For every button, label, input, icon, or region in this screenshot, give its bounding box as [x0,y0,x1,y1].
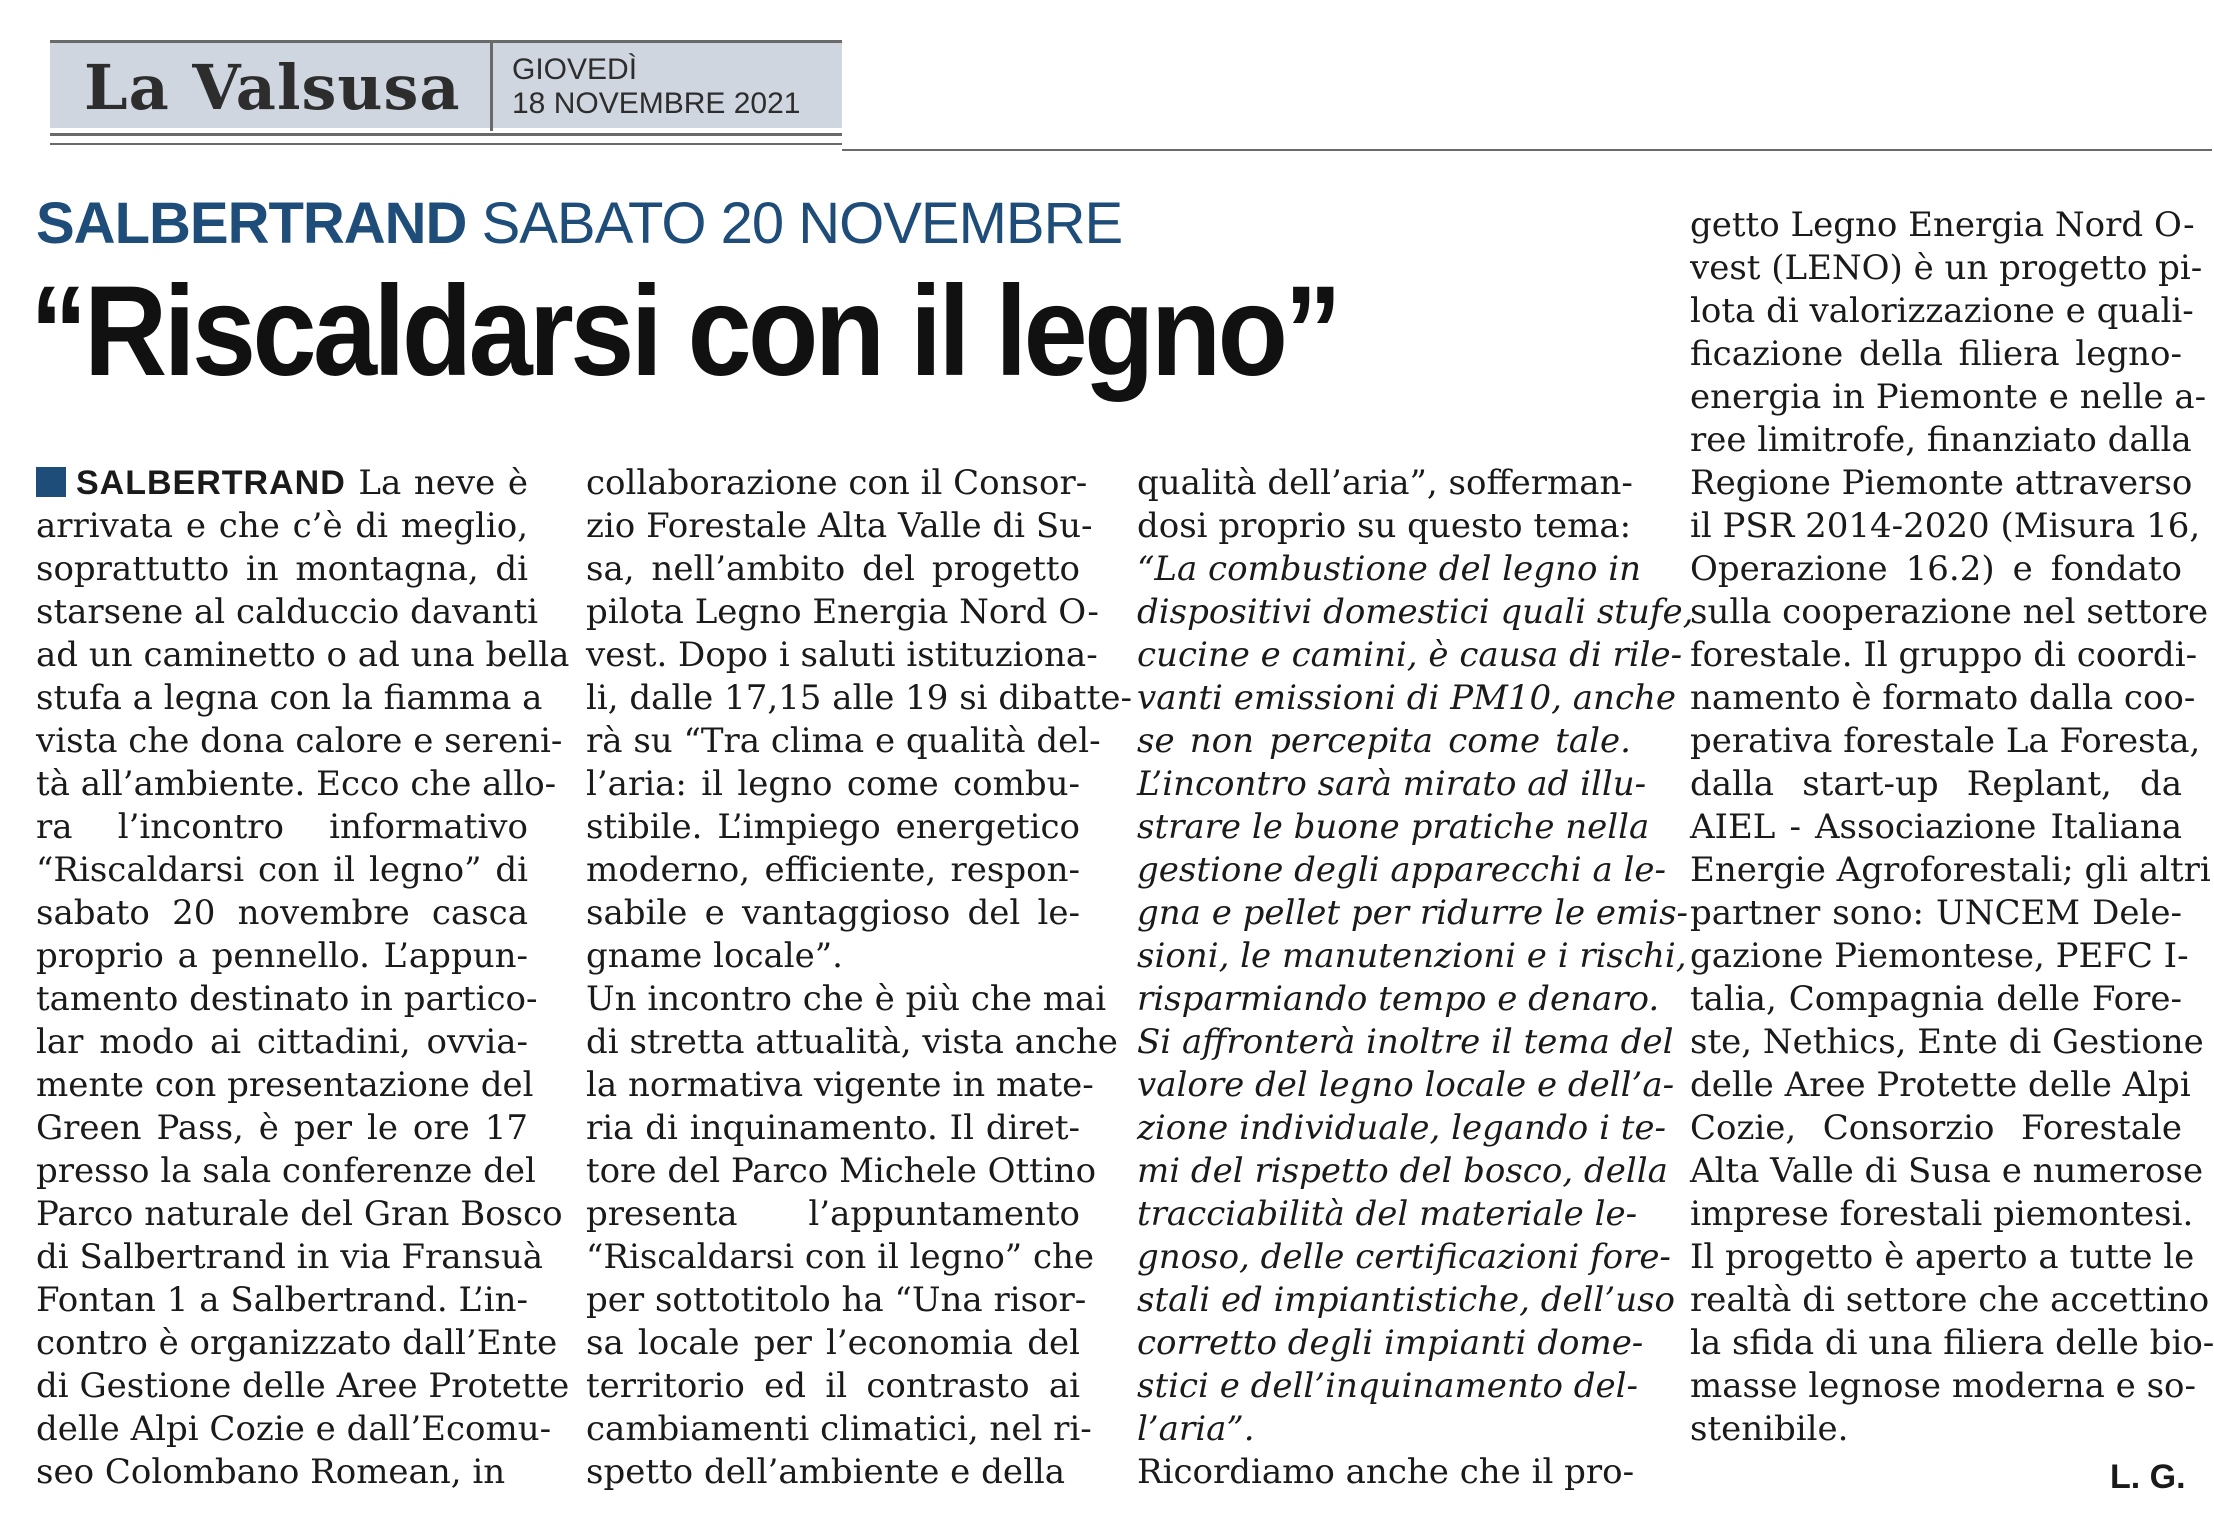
page-rule [842,149,2212,151]
text-line: “Riscaldarsi con il legno” di [36,850,528,890]
text-line: presso la sala conferenze del [36,1151,536,1191]
text-line: di Gestione delle Aree Protette [36,1366,570,1406]
article-column-1 [36,462,570,1494]
lead-text: La neve è [345,463,528,503]
text-line: ad un caminetto o ad una bella [36,635,570,675]
text-line: qualità dell’aria”, sofferman- [1137,463,1633,503]
text-line: pilota Legno Energia Nord O- [586,592,1099,632]
text-line: Ricordiamo anche che il pro- [1137,1452,1635,1492]
text-line: se non percepita come tale. [1137,721,1631,761]
text-line: ree limitrofe, finanziato dalla [1690,420,2192,460]
text-line: vest. Dopo i saluti istituziona- [586,635,1098,675]
masthead-rule [50,143,842,145]
text-line: cucine e camini, è causa di rile- [1137,635,1683,675]
text-line: strare le buone pratiche nella [1137,807,1650,847]
text-line: la sfida di una filiera delle bio- [1690,1323,2214,1363]
text-line: territorio ed il contrasto ai [586,1366,1080,1406]
masthead-divider [490,43,493,131]
text-line: rà su “Tra clima e qualità del- [586,721,1101,761]
article-column-3 [1137,462,1694,1494]
author-signature: L. G. [2110,1458,2186,1496]
text-line: presenta l’appuntamento [586,1194,1080,1234]
text-line: la normativa vigente in mate- [586,1065,1094,1105]
text-line: mi del rispetto del bosco, della [1137,1151,1668,1191]
text-line: il PSR 2014-2020 (Misura 16, [1690,506,2201,546]
text-line: “Riscaldarsi con il legno” che [586,1237,1095,1277]
text-line: moderno, efficiente, respon- [586,850,1080,890]
text-line: di stretta attualità, vista anche [586,1022,1118,1062]
text-line: dalla start-up Replant, da [1690,764,2182,804]
text-line: lota di valorizzazione e quali- [1690,291,2194,331]
text-line: Alta Valle di Susa e numerose [1690,1151,2204,1191]
text-line: gname locale”. [586,936,843,976]
masthead [50,40,842,128]
text-line: zio Forestale Alta Valle di Su- [586,506,1093,546]
kicker-place: SALBERTRAND [36,191,467,256]
text-line: valore del legno locale e dell’a- [1137,1065,1675,1105]
text-line: risparmiando tempo e denaro. [1137,979,1660,1019]
text-line: tore del Parco Michele Ottino [586,1151,1097,1191]
text-line: di Salbertrand in via Fransuà [36,1237,544,1277]
text-line: proprio a pennello. L’appun- [36,936,528,976]
text-line: li, dalle 17,15 alle 19 si dibatte- [586,678,1132,718]
text-line: tà all’ambiente. Ecco che allo- [36,764,557,804]
kicker-date: SABATO 20 NOVEMBRE [481,191,1123,256]
text-line: ria di inquinamento. Il diret- [586,1108,1080,1148]
text-line: sa, nell’ambito del progetto [586,549,1080,589]
text-line: soprattutto in montagna, di [36,549,528,589]
masthead-rule [50,133,842,136]
text-line: getto Legno Energia Nord O- [1690,205,2195,245]
issue-day: GIOVEDÌ [512,53,638,86]
text-line: stici e dell’inquinamento del- [1137,1366,1639,1406]
article-kicker [36,190,1122,257]
text-line: Operazione 16.2) e fondato [1690,549,2182,589]
text-line: stali ed impiantistiche, dell’uso [1137,1280,1676,1320]
text-line: contro è organizzato dall’Ente [36,1323,558,1363]
text-line: corretto degli impianti dome- [1137,1323,1644,1363]
text-line: per sottotitolo ha “Una risor- [586,1280,1087,1320]
text-line: delle Aree Protette delle Alpi [1690,1065,2191,1105]
text-line: sabile e vantaggioso del le- [586,893,1080,933]
text-line: ste, Nethics, Ente di Gestione [1690,1022,2204,1062]
text-line: Energie Agroforestali; gli altri [1690,850,2211,890]
text-line [36,462,528,505]
text-line: collaborazione con il Consor- [586,463,1088,503]
text-line: AIEL - Associazione Italiana [1690,807,2182,847]
text-line: l’aria: il legno come combu- [586,764,1080,804]
article-column-2 [586,462,1132,1494]
text-line: perativa forestale La Foresta, [1690,721,2201,761]
text-line: tamento destinato in partico- [36,979,538,1019]
text-line: stufa a legna con la fiamma a [36,678,543,718]
text-line: Green Pass, è per le ore 17 [36,1108,528,1148]
text-line: Regione Piemonte attraverso [1690,463,2193,503]
text-line: stibile. L’impiego energetico [586,807,1080,847]
text-line: forestale. Il gruppo di coordi- [1690,635,2198,675]
text-line: imprese forestali piemontesi. [1690,1194,2194,1234]
text-line: Il progetto è aperto a tutte le [1690,1237,2195,1277]
lead-dateline: SALBERTRAND [76,464,346,502]
article-title: “Riscaldarsi con il legno” [30,260,1339,403]
text-line: partner sono: UNCEM Dele- [1690,893,2182,933]
text-line: stenibile. [1690,1409,1849,1449]
text-line: delle Alpi Cozie e dall’Ecomu- [36,1409,552,1449]
text-line: vest (LENO) è un progetto pi- [1690,248,2203,288]
text-line: spetto dell’ambiente e della [586,1452,1065,1492]
issue-date [512,53,800,121]
text-line: tracciabilità del materiale le- [1137,1194,1638,1234]
text-line: Si affronterà inoltre il tema del [1137,1022,1674,1062]
issue-full-date: 18 NOVEMBRE 2021 [512,87,801,120]
text-line: dispositivi domestici quali stufe, [1137,592,1694,632]
text-line: lar modo ai cittadini, ovvia- [36,1022,528,1062]
text-line: ficazione della filiera legno- [1690,334,2182,374]
text-line: starsene al calduccio davanti [36,592,539,632]
text-line: Parco naturale del Gran Bosco [36,1194,563,1234]
text-line: zione individuale, legando i te- [1137,1108,1667,1148]
text-line: Cozie, Consorzio Forestale [1690,1108,2182,1148]
text-line: talia, Compagnia delle Fore- [1690,979,2182,1019]
text-line: cambiamenti climatici, nel ri- [586,1409,1092,1449]
text-line: gnoso, delle certificazioni fore- [1137,1237,1671,1277]
text-line: seo Colombano Romean, in [36,1452,506,1492]
text-line: sabato 20 novembre casca [36,893,528,933]
text-line: sa locale per l’economia del [586,1323,1080,1363]
text-line: gazione Piemontese, PEFC I- [1690,936,2189,976]
lead-marker-square [36,467,66,497]
text-line: gna e pellet per ridurre le emis- [1137,893,1689,933]
text-line: energia in Piemonte e nelle a- [1690,377,2207,417]
newspaper-logo: La Valsusa [84,51,461,124]
text-line: namento è formato dalla coo- [1690,678,2196,718]
text-line: Un incontro che è più che mai [586,979,1107,1019]
text-line: mente con presentazione del [36,1065,534,1105]
text-line: l’aria”. [1137,1409,1255,1449]
text-line: masse legnose moderna e so- [1690,1366,2196,1406]
text-line: Fontan 1 a Salbertrand. L’in- [36,1280,528,1320]
text-line: ra l’incontro informativo [36,807,528,847]
text-line: sioni, le manutenzioni e i rischi, [1137,936,1687,976]
text-line: L’incontro sarà mirato ad illu- [1137,764,1647,804]
text-line: realtà di settore che accettino [1690,1280,2210,1320]
text-line: sulla cooperazione nel settore [1690,592,2209,632]
text-line: dosi proprio su questo tema: [1137,506,1632,546]
text-line: “La combustione del legno in [1137,549,1642,589]
text-line: gestione degli apparecchi a le- [1137,850,1667,890]
text-line: arrivata e che c’è di meglio, [36,506,528,546]
text-line: vista che dona calore e sereni- [36,721,563,761]
text-line: vanti emissioni di PM10, anche [1137,678,1677,718]
article-column-4 [1690,204,2214,1451]
